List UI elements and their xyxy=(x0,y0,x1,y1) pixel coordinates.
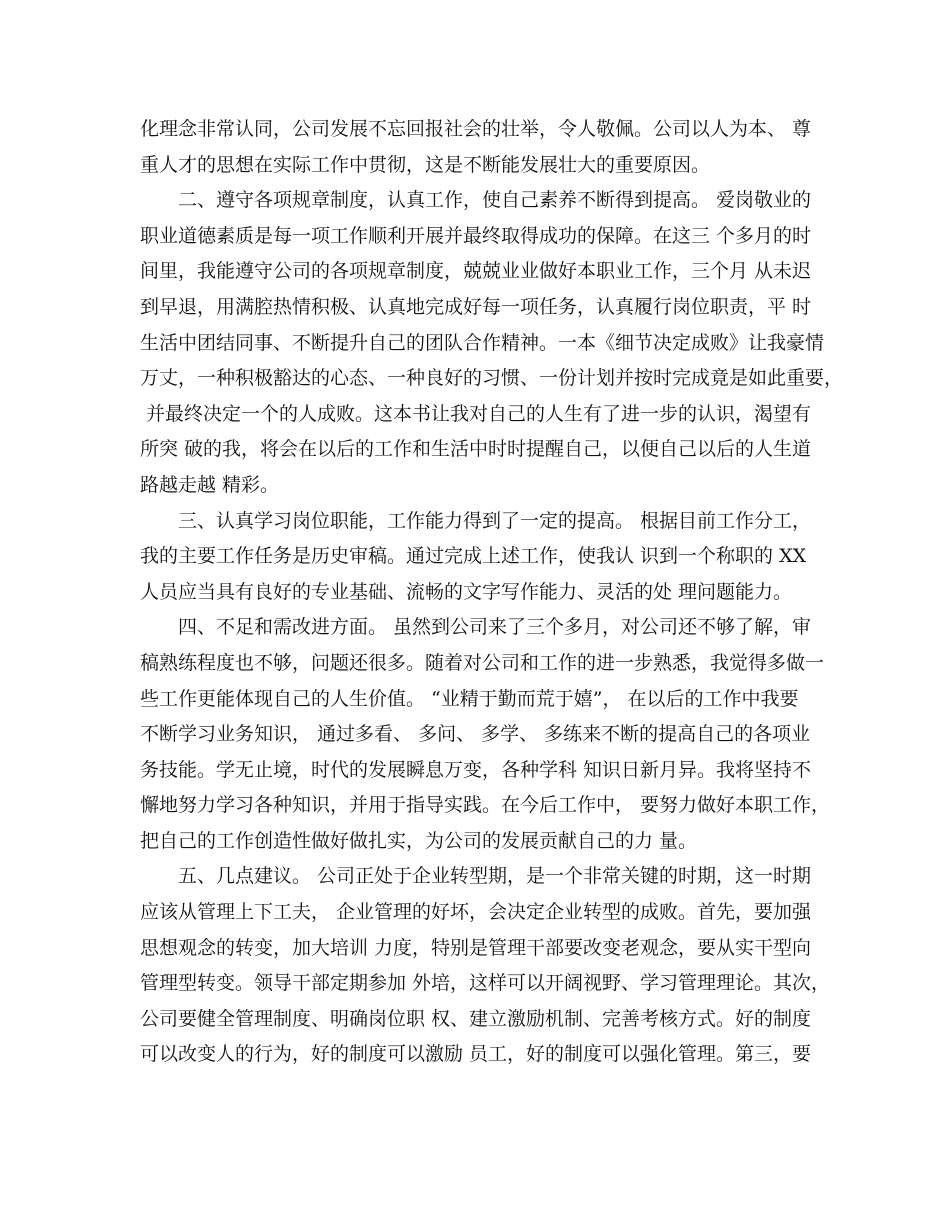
paragraph-first-line: 四、不足和需改进方面。 虽然到公司来了三个多月，对公司还不够了解，审 xyxy=(178,616,812,639)
text-line: 间里，我能遵守公司的各项规章制度，兢兢业业做好本职业工作，三个月 从未迟 xyxy=(140,260,812,283)
text-line: 不断学习业务知识， 通过多看、 多问、 多学、 多练来不断的提高自己的各项业 xyxy=(140,723,811,746)
text-line: 到早退，用满腔热情积极、认真地完成好每一项任务，认真履行岗位职责，平 时 xyxy=(140,295,812,318)
text-line: 万丈，一种积极豁达的心态、一种良好的习惯、一份计划并按时完成竟是如此重要， xyxy=(140,367,844,390)
text-line: 重人才的思想在实际工作中贯彻，这是不断能发展壮大的重要原因。 xyxy=(140,153,711,176)
text-line: 所突 破的我，将会在以后的工作和生活中时时提醒自己，以便自己以后的人生道 xyxy=(140,438,812,461)
text-line: 生活中团结同事、不断提升自己的团队合作精神。一本《细节决定成败》让我豪情 xyxy=(140,331,825,354)
text-line: 把自己的工作创造性做好做扎实，为公司的发展贡献自己的力 量。 xyxy=(140,829,698,852)
document-body xyxy=(140,112,844,1073)
text-line: 路越走越 精彩。 xyxy=(140,473,280,496)
text-line: 公司要健全管理制度、明确岗位职 权、建立激励机制、完善考核方式。好的制度 xyxy=(140,1007,812,1030)
paragraph-first-line: 二、遵守各项规章制度，认真工作，使自己素养不断得到提高。 爱岗敬业的 xyxy=(178,189,812,212)
text-line: 懈地努力学习各种知识，并用于指导实践。在今后工作中， 要努力做好本职工作， xyxy=(140,794,831,817)
text-line: 并最终决定一个的人成败。这本书让我对自己的人生有了进一步的认识，渴望有 xyxy=(140,402,812,425)
text-line: 稿熟练程度也不够，问题还很多。随着对公司和工作的进一步熟悉，我觉得多做一 xyxy=(140,651,825,674)
text-line: 些工作更能体现自己的人生价值。 “业精于勤而荒于嬉”， 在以后的工作中我要 xyxy=(140,687,799,710)
paragraph-first-line: 五、几点建议。 公司正处于企业转型期，是一个非常关键的时期，这一时期 xyxy=(178,865,812,888)
text-line: 我的主要工作任务是历史审稿。通过完成上述工作，使我认 识到一个称职的 XX xyxy=(140,545,807,568)
text-line: 务技能。学无止境，时代的发展瞬息万变，各种学科 知识日新月异。我将坚持不 xyxy=(140,758,812,781)
text-line: 思想观念的转变，加大培训 力度，特别是管理干部要改变老观念，要从实干型向 xyxy=(140,936,812,959)
text-line: 应该从管理上下工夫， 企业管理的好坏，会决定企业转型的成败。首先，要加强 xyxy=(140,901,812,924)
text-line: 可以改变人的行为，好的制度可以激励 员工，好的制度可以强化管理。第三，要 xyxy=(140,1043,812,1066)
text-line: 管理型转变。领导干部定期参加 外培，这样可以开阔视野、学习管理理论。其次， xyxy=(140,972,831,995)
text-line: 化理念非常认同，公司发展不忘回报社会的壮举，令人敬佩。公司以人为本、 尊 xyxy=(140,118,812,140)
text-line: 职业道德素质是每一项工作顺利开展并最终取得成功的保障。在这三 个多月的时 xyxy=(140,224,812,247)
text-line: 人员应当具有良好的专业基础、流畅的文字写作能力、灵活的处 理问题能力。 xyxy=(140,580,793,603)
paragraph-first-line: 三、认真学习岗位职能，工作能力得到了一定的提高。 根据目前工作分工， xyxy=(178,509,812,532)
